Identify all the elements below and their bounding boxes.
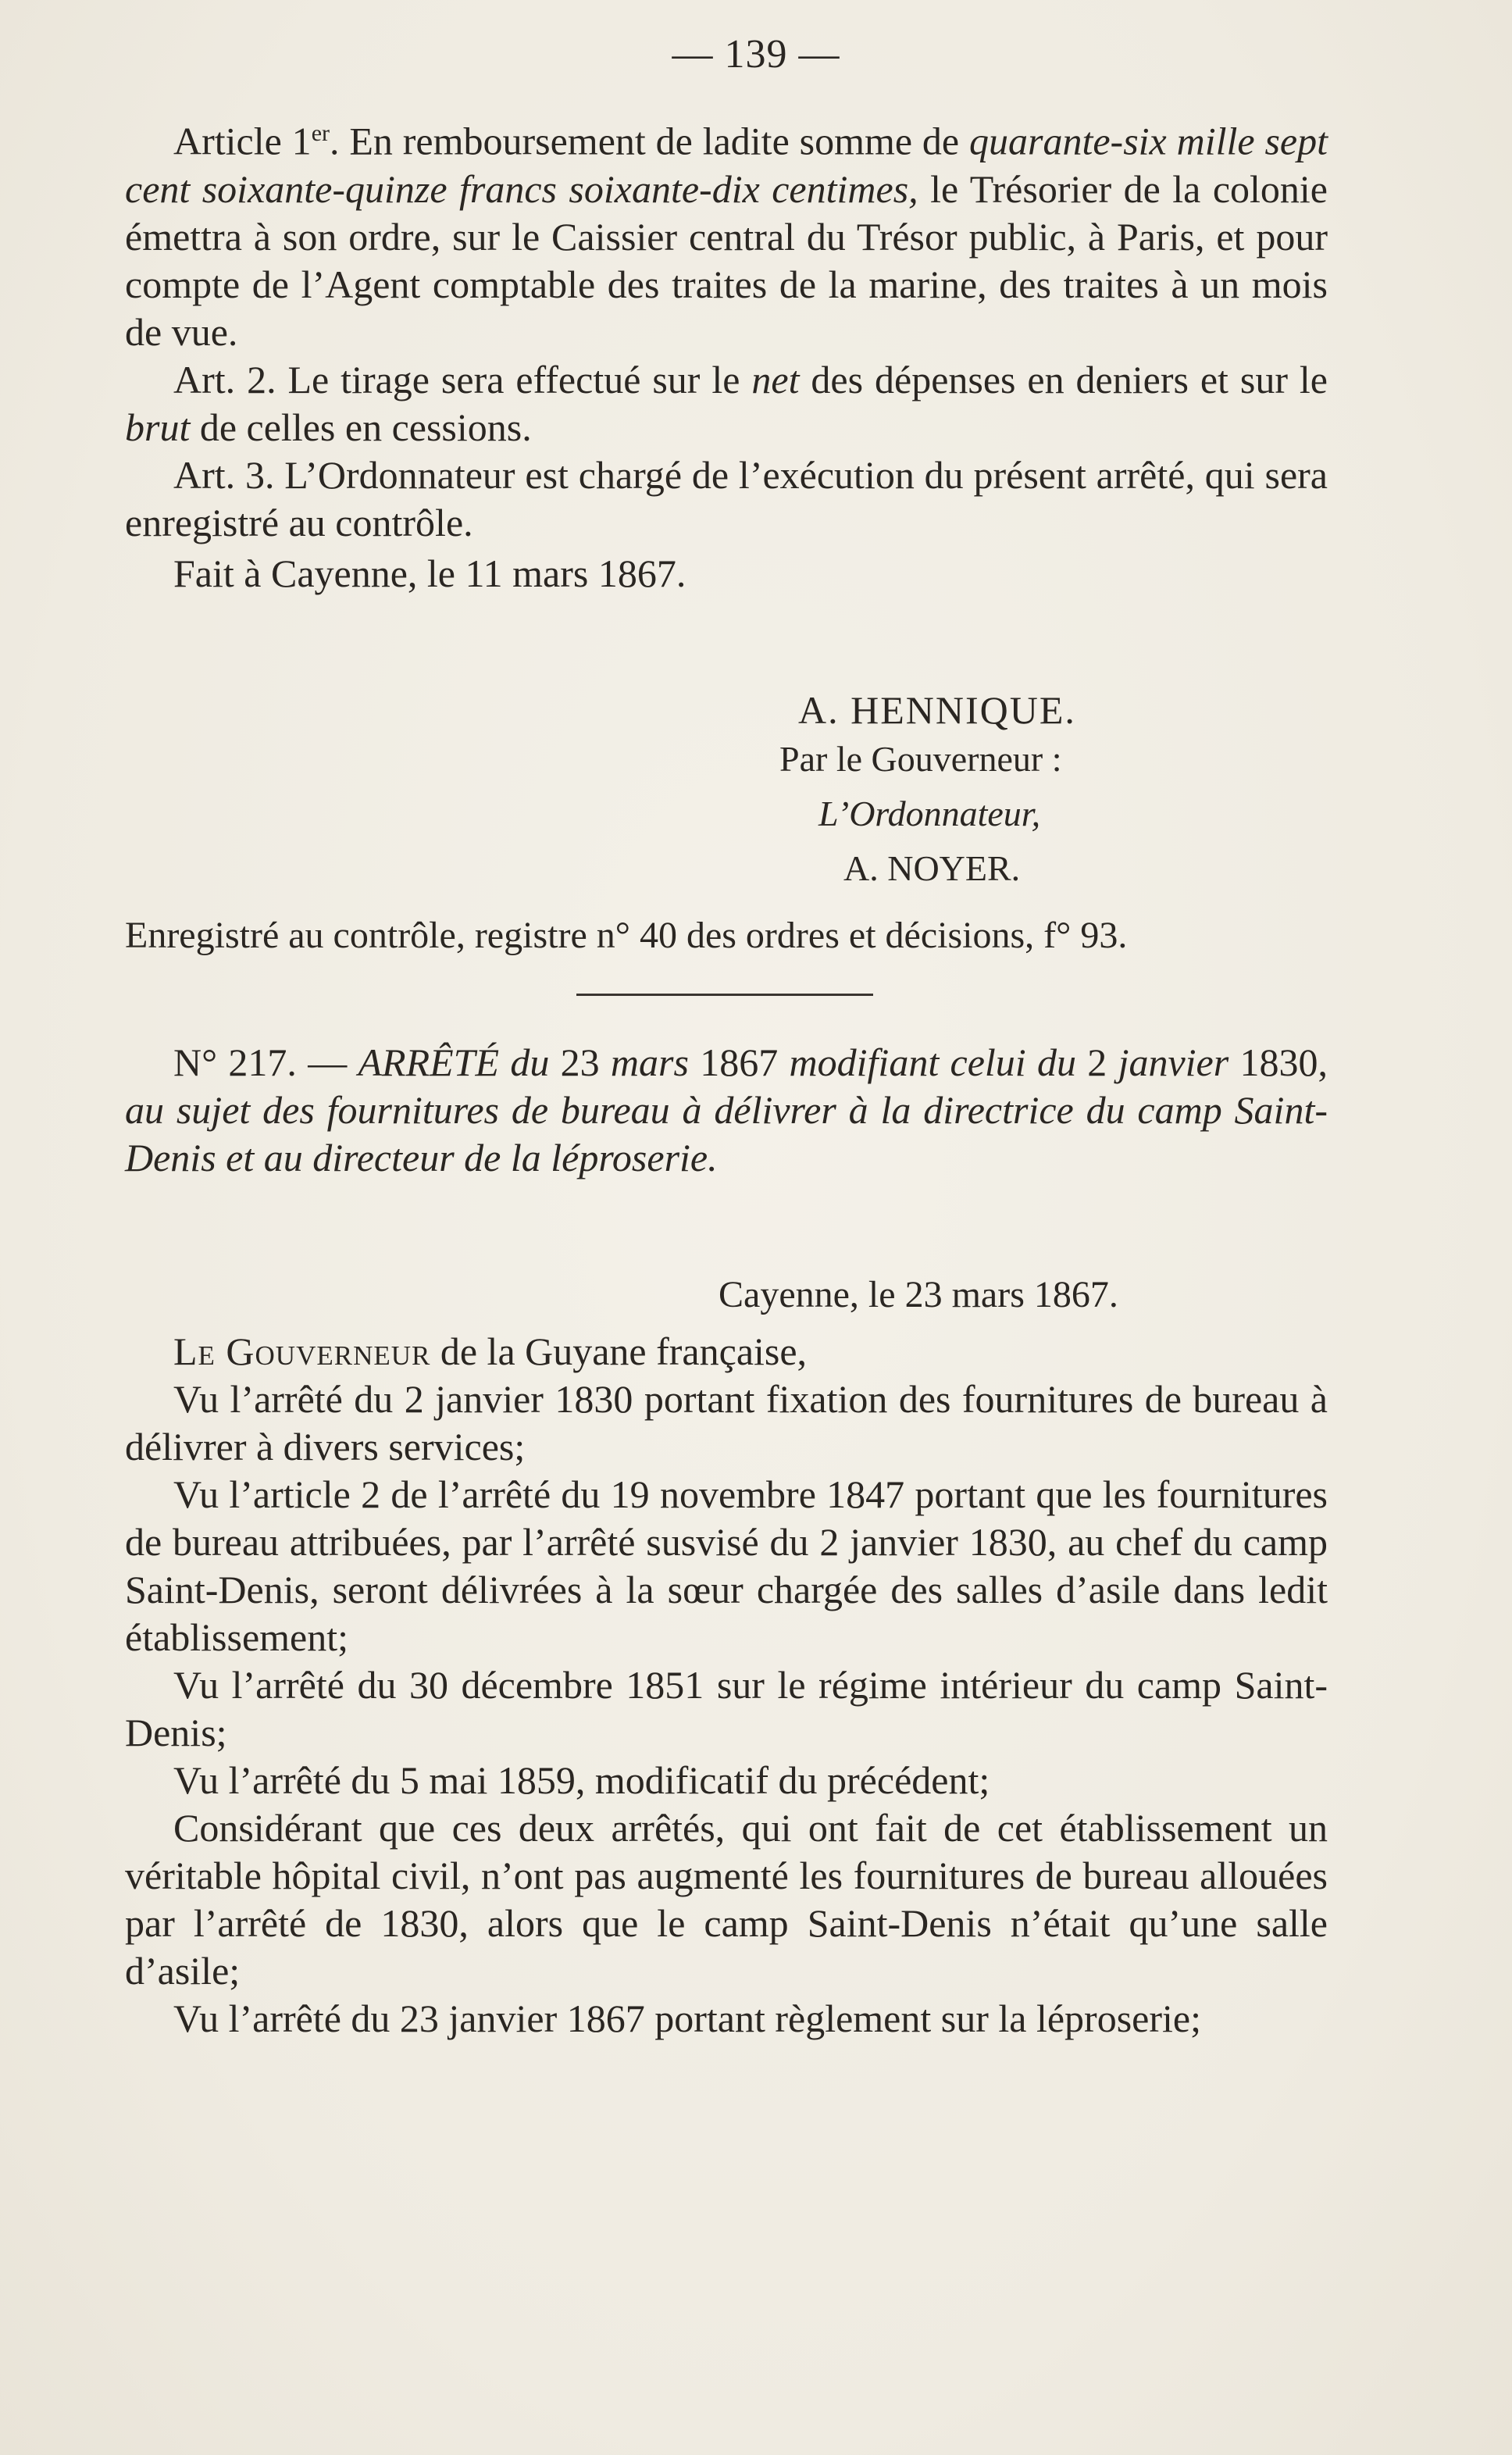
arrete-heading (125, 1039, 1328, 1182)
arrete-body (125, 1328, 1328, 2043)
article-1-text-end: le Trésorier de la colonie émettra à son ordre, sur le Caissier central du Trésor public, à Paris, et pour compte de l’Agent comptable des traites de la marine, des traites à un mois de vue. (125, 166, 1328, 354)
article-1-amount: quarante-six mille sept cent soixante-quinze francs soixante-dix centimes, (125, 119, 1328, 211)
heading-rest2: janvier (1107, 1040, 1240, 1084)
article-1-sup: er (311, 120, 330, 146)
vu-paragraph: Vu l’arrêté du 23 janvier 1867 portant règlement sur la léproserie; (173, 1996, 1201, 2040)
heading-rest1: modifiant celui du (778, 1040, 1088, 1084)
signature-hennique: A. HENNIQUE. (798, 688, 1076, 732)
article-1-prefix: Article 1 (173, 119, 312, 163)
signature-noyer: A. NOYER. (843, 848, 1021, 888)
place-date: Cayenne, le 23 mars 1867. (719, 1274, 1118, 1315)
section-divider (576, 994, 873, 996)
heading-date2: 2 (1087, 1040, 1107, 1084)
vu-paragraph: Vu l’article 2 de l’arrêté du 19 novembre 1847 portant que les fournitures de bureau attribuées, par l’arrêté susvisé du 2 janvier 1830, au chef du camp Saint-Denis, seront délivrées à la sœur chargée des salles d’asile dans ledit établissement; (125, 1472, 1328, 1659)
registration-note: Enregistré au contrôle, registre n° 40 des ordres et décisions, f° 93. (125, 915, 1128, 956)
vu-paragraph: Vu l’arrêté du 30 décembre 1851 sur le régime intérieur du camp Saint-Denis; (125, 1663, 1328, 1754)
par-le-gouverneur: Par le Gouverneur : (779, 739, 1062, 779)
article-2-net: net (751, 357, 800, 401)
article-2-b: des dépenses en deniers et sur le (799, 357, 1328, 401)
arrete-number: N° 217. — (173, 1040, 358, 1084)
heading-du: du (499, 1040, 561, 1084)
heading-date: 23 (560, 1040, 600, 1084)
article-2-brut: brut (125, 405, 191, 449)
vu-paragraph: Vu l’arrêté du 5 mai 1859, modificatif du précédent; (173, 1758, 990, 1802)
governor-line (125, 1328, 1328, 1376)
article-1 (125, 109, 1328, 356)
article-2-a: Art. 2. Le tirage sera effectué sur le (173, 357, 752, 401)
article-3: Art. 3. L’Ordonnateur est chargé de l’exécution du présent arrêté, qui sera enregistré au contrôle. (125, 452, 1328, 544)
article-2 (125, 356, 1328, 451)
fait-a-cayenne: Fait à Cayenne, le 11 mars 1867. (173, 551, 686, 595)
governor-title: Le Gouverneur (173, 1329, 431, 1373)
considerant-paragraph: Considérant que ces deux arrêtés, qui ont fait de cet établissement un véritable hôpital civil, n’ont pas augmenté les fournitures de bureau allouées par l’arrêté de 1830, alors que le camp Saint-Denis n’était qu’une salle d’asile; (125, 1806, 1328, 1993)
governor-rest: de la Guyane française, (430, 1329, 808, 1373)
heading-year: 1867 (700, 1040, 779, 1084)
article-2-c: de celles en cessions. (190, 405, 532, 449)
vu-paragraph: Vu l’arrêté du 2 janvier 1830 portant fixation des fournitures de bureau à délivrer à divers services; (125, 1377, 1328, 1468)
page-number: — 139 — (672, 32, 840, 77)
heading-mars: mars (599, 1040, 701, 1084)
arrete-word: ARRÊTÉ (358, 1040, 500, 1084)
article-block (125, 109, 1328, 598)
heading-year2: 1830, (1239, 1040, 1328, 1084)
heading-rest3: au sujet des fournitures de bureau à délivrer à la directrice du camp Saint-Denis et au directeur de la léproserie. (125, 1088, 1328, 1179)
ordonnateur: L’Ordonnateur, (818, 794, 1041, 833)
article-1-text: . En remboursement de ladite somme de (330, 119, 969, 163)
